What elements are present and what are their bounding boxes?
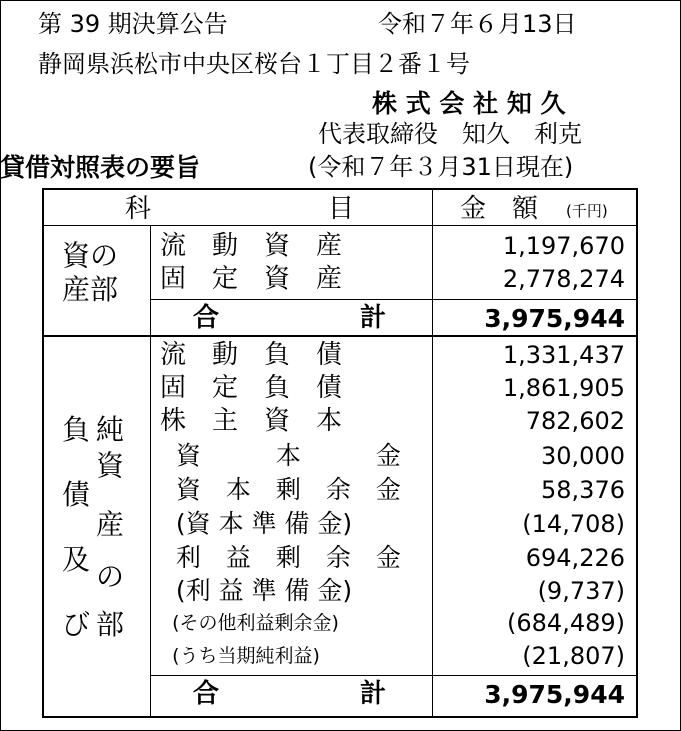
liab-row-label: (資 本 準 備 金): [160, 509, 353, 538]
asset-row-label: 固 定 資 産: [160, 264, 343, 294]
liab-section-char: 及: [62, 543, 91, 576]
liab-row-amount: (684,489): [507, 609, 625, 637]
notice-title: 第 39 期決算公告: [38, 10, 228, 38]
assets-total-label-2: 計: [360, 303, 387, 333]
liab-row-amount: (9,737): [537, 577, 625, 605]
notice-date: 令和７年６月13日: [378, 10, 577, 38]
liab-row-amount: 58,376: [541, 476, 625, 504]
liab-row-label: 資 本 剰 余 金: [160, 475, 401, 504]
liab-row-label: (その他利益剰余金): [160, 612, 339, 634]
liab-subtotal-line: [151, 675, 636, 676]
assets-section-label-2: 産部: [62, 273, 119, 306]
liab-section-char: 部: [96, 608, 125, 641]
liab-section-char: び: [62, 608, 91, 641]
liab-row-amount: 1,861,905: [502, 374, 625, 402]
assets-subtotal-line: [151, 299, 636, 300]
col-header-item-2: 目: [328, 194, 355, 224]
liab-row-label: (利 益 準 備 金): [160, 576, 353, 605]
company-address: 静岡県浜松市中央区桜台１丁目２番１号: [38, 50, 470, 78]
unit-label: (千円): [566, 202, 608, 220]
assets-total-label-1: 合: [193, 303, 220, 333]
liab-section-char: の: [96, 560, 125, 593]
col-header-item-1: 科: [125, 194, 152, 224]
liab-row-label: 株 主 資 本: [160, 406, 343, 436]
liab-section-char: 純: [96, 413, 125, 446]
liab-row-amount: 1,331,437: [502, 341, 625, 369]
liab-row-amount: 782,602: [525, 407, 625, 435]
liab-total-label-2: 計: [360, 679, 387, 709]
liab-section-char: 産: [96, 508, 125, 541]
liab-row-label: (うち当期純利益): [160, 645, 320, 667]
liab-row-label: 固 定 負 債: [160, 373, 343, 403]
company-name: 株 式 会 社 知 久: [372, 89, 566, 118]
liab-row-amount: (14,708): [522, 510, 625, 538]
liab-row-amount: 694,226: [525, 544, 625, 572]
liab-row-label: 資 本 金: [160, 441, 401, 470]
liab-row-label: 流 動 負 債: [160, 340, 343, 370]
col-header-amount: 金 額: [460, 194, 539, 224]
asset-row-amount: 1,197,670: [502, 232, 625, 260]
asset-row-label: 流 動 資 産: [160, 231, 343, 261]
representative: 代表取締役 知久 利克: [318, 120, 582, 148]
liab-section-char: 負: [62, 413, 91, 446]
liab-section-char: 資: [96, 449, 125, 482]
assets-total-amount: 3,975,944: [484, 304, 625, 333]
liab-total-label-1: 合: [193, 679, 220, 709]
amount-column-divider: [432, 190, 433, 716]
section-divider: [44, 335, 636, 337]
liab-section-char: 債: [62, 478, 91, 511]
liab-row-amount: 30,000: [541, 442, 625, 470]
liab-row-amount: (21,807): [522, 642, 625, 670]
header-divider: [44, 225, 636, 226]
liab-total-amount: 3,975,944: [484, 680, 625, 709]
statement-date: (令和７年３月31日現在): [308, 153, 574, 181]
statement-title: 貸借対照表の要旨: [0, 153, 201, 182]
liab-row-label: 利 益 剰 余 金: [160, 543, 401, 572]
assets-section-label-1: 資の: [62, 239, 119, 272]
asset-row-amount: 2,778,274: [502, 265, 625, 293]
